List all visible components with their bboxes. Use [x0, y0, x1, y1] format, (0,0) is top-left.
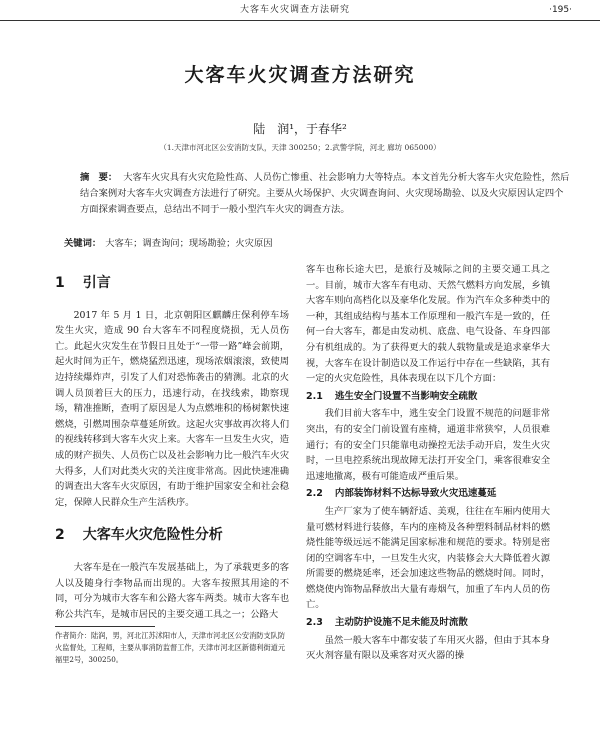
authors: 陆 润¹，于春华² [253, 122, 347, 136]
running-head-title: 大客车火灾调查方法研究 [240, 5, 351, 15]
abstract-text: 大客车火灾具有火灾危险性高、人员伤亡惨重、社会影响力大等特点。本文首先分析大客车火灾危险性，然后结合案例对大客车火灾调查方法进行了研究。主要从火场保护、火灾调查询问、火灾现场勘验、以及火灾原因认定四个方面探索调查要点，总结出不同于一般小型汽车火灾的调查方法。 [80, 172, 570, 215]
section-number: 1 [55, 275, 65, 291]
keywords-text: 大客车；调查询问；现场勘验；火灾原因 [105, 238, 273, 249]
author-footnote: 作者简介：陆润，男，河北江苏沭阳市人，天津市河北区公安消防支队防火监督处，工程师，主要从事消防监督工作，天津市河北区新德利街道元福里2号，300250。 [55, 631, 286, 664]
paragraph-continued: 客车也称长途大巴，是旅行及城际之间的主要交通工具之一。目前，城市大客车有电动、天然气燃料方向发展，乡镇大客车则向高档化以及豪华化发展。作为汽车众多种类中的一种，其组成结构与基本工作原理和一般汽车是一致的，任何一台大客车，都是由发动机、底盘、电气设备、车身四部分有机组成的。为了获得更大的载人载物量或是追求豪华大视，大客车在设计制造以及工作运行中存在一些缺陷，其有一定的火灾危险性，具体表现在以下几个方面： [306, 264, 550, 385]
paragraph: 虽然一般大客车中都安装了车用灭火器，但由于其本身灭火剂容量有限以及乘客对灭火器的操 [306, 634, 550, 662]
affiliation: （1.天津市河北区公安消防支队，天津 300250；2.武警学院，河北 廊坊 065000） [159, 143, 441, 152]
paragraph: 生产厂家为了使车辆舒适、美观，往往在车厢内使用大量可燃材料进行装修，车内的座椅及各种塑料制品材料的燃烧性能等级远远不能满足国家标准和规范的要求。特别是密闭的空调客车中，一旦发生火灾，内装修会大大降低着火源所需要的燃烧延率，还会加速这些物品的燃烧时间。同时，燃烧使内饰物品释放出大量有毒烟气，加重了车内人员的伤亡。 [306, 505, 550, 611]
section-number: 2 [55, 527, 65, 544]
section-title: 引言 [82, 275, 111, 291]
section-title: 大客车火灾危险性分析 [82, 527, 223, 544]
keywords-label: 关键词： [64, 238, 102, 249]
subsection-heading-2-3: 2.3 主动防护设施不足未能及时流散 [306, 617, 468, 629]
subsection-heading-2-1: 2.1 逃生安全门设置不当影响安全疏散 [306, 390, 478, 402]
abstract-label: 摘 要： [80, 172, 118, 183]
section-heading-2 [55, 528, 289, 544]
section-heading-1 [55, 276, 289, 292]
paragraph: 我们目前大客车中，逃生安全门设置不规范的问题非常突出，有的安全门前设置有座椅，通道非常狭窄，人员很难通行；有的安全门只能靠电动操控无法手动开启，发生火灾时，一旦电控系统出现故障无法打开安全门，乘客很难安全迅速地撤离，极有可能造成严重后果。 [306, 408, 550, 482]
paper-title: 大客车火灾调查方法研究 [184, 64, 416, 86]
abstract [80, 170, 572, 218]
keywords [64, 236, 564, 252]
paragraph: 大客车是在一般汽车发展基础上，为了承载更多的客人以及随身行李物品而出现的。大客车按照其用途的不同，可分为城市大客车和公路大客车两类。城市大客车也称公共汽车，是城市居民的主要交通工具之一；公路大 [55, 561, 289, 620]
running-head [0, 0, 600, 21]
page-number: ·195· [549, 5, 572, 15]
paragraph: 2017 年 5 月 1 日，北京朝阳区麒麟庄保利停车场发生火灾，造成 90 台大客车不同程度烧损，无人员伤亡。此起火灾发生在节假日且处于“一带一路”峰会前期，起火时间为正午，燃烧猛烈迅速，现场浓烟滚滚，致使周边持续爆炸声，引发了人们对恐怖袭击的猜测。北京的火调人员顶着巨大的压力，迅速行动，在找线索，勘察现场，精准推断，查明了原因是人为点燃堆积的杨树絮快速燃烧，引燃周围杂草蔓延所致。这起火灾事故再次将人们的视线转移到大客车火灾上来。大客车一旦发生火灾，造成的财产损失、人员伤亡以及社会影响力比一般汽车火灾大得多，人们对此类火灾的关注度非常高。因此快速准确的调查出大客车火灾原因，有助于维护国家安全和社会稳定，保障人民群众生产生活秩序。 [55, 309, 289, 508]
left-column [55, 262, 289, 622]
subsection-heading-2-2: 2.2 内部装饰材料不达标导致火灾迅速蔓延 [306, 488, 497, 500]
footnote-divider [55, 626, 155, 627]
right-column [306, 262, 550, 664]
